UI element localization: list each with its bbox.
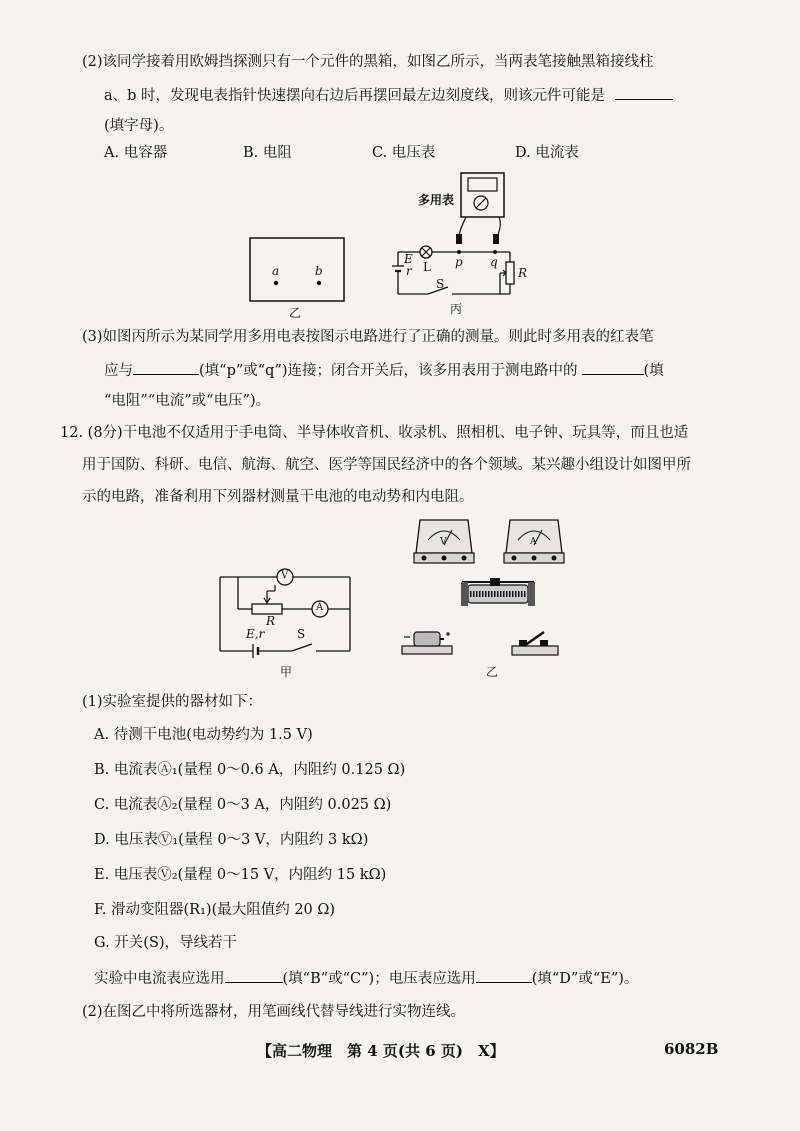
equip-item: G. 开关(S)，导线若干	[94, 935, 238, 951]
battery-device	[402, 632, 452, 654]
equip-item: C. 电流表Ⓐ₂(量程 0～3 A，内阻约 0.025 Ω)	[94, 797, 392, 813]
option-b: B. 电阻	[243, 145, 292, 161]
terminal-b-label: b	[315, 264, 323, 278]
label-S: S	[297, 627, 306, 641]
equip-item: A. 待测干电池(电动势约为 1.5 V)	[94, 727, 313, 743]
answer-blank[interactable]	[225, 967, 283, 983]
footer-code: 6082B	[664, 1040, 719, 1058]
equip-item: B. 电流表Ⓐ₁(量程 0～0.6 A，内阻约 0.125 Ω)	[94, 762, 406, 778]
part2-line2: a、b 时，发现电表指针快速摆向右边后再摆回最左边刻度线，则该元件可能是	[104, 84, 673, 106]
q12-line2: 用于国防、科研、电信、航海、航空、医学等国民经济中的各个领域。某兴趣小组设计如图甲所	[82, 457, 691, 473]
option-c: C. 电压表	[372, 145, 436, 161]
part2-line3: (填字母)。	[104, 118, 174, 134]
voltmeter-symbol: V	[281, 570, 289, 581]
equip-intro: (1)实验室提供的器材如下：	[82, 694, 263, 710]
label-R: R	[518, 266, 528, 280]
figure-yi2-caption: 乙	[486, 665, 499, 679]
q12-line3: 示的电路，准备利用下列器材测量干电池的电动势和内电阻。	[82, 489, 474, 505]
label-Er: E,r	[246, 627, 265, 641]
part3-line3: “电阻”“电流”或“电压”)。	[104, 393, 271, 409]
label-E: E	[404, 252, 413, 266]
equip-item: E. 电压表Ⓥ₂(量程 0～15 V，内阻约 15 kΩ)	[94, 867, 387, 883]
equip-select-line: 实验中电流表应选用 (填“B”或“C”)；电压表应选用 (填“D”或“E”)。	[94, 967, 638, 989]
ammeter-symbol: A	[316, 602, 324, 613]
label-p: p	[455, 255, 463, 269]
rheostat-device	[461, 578, 535, 606]
label-r: r	[406, 264, 412, 278]
part3-line2: 应与 (填“p”或“q”)连接；闭合开关后，该多用表用于测电路中的 (填	[104, 359, 664, 381]
q12-line1: 12. (8分)干电池不仅适用于手电筒、半导体收音机、收录机、照相机、电子钟、玩具等，而且也适	[60, 425, 689, 441]
label-R: R	[266, 614, 276, 628]
label-L: L	[423, 260, 431, 274]
equip-item: F. 滑动变阻器(R₁)(最大阻值约 20 Ω)	[94, 902, 336, 918]
label-q: q	[490, 255, 498, 269]
answer-blank[interactable]	[476, 967, 532, 983]
part2b-text: (2)在图乙中将所选器材，用笔画线代替导线进行实物连线。	[82, 1004, 466, 1020]
figure-bing-caption: 丙	[450, 302, 463, 316]
label-S: S	[436, 277, 445, 291]
device-a-label: A	[530, 537, 537, 547]
multimeter-label: 多用表	[418, 193, 455, 207]
option-d: D. 电流表	[515, 145, 579, 161]
part2-line1: (2)该同学接着用欧姆挡探测只有一个元件的黑箱，如图乙所示，当两表笔接触黑箱接线柱	[82, 54, 654, 70]
part3-line1: (3)如图丙所示为某同学用多用电表按图示电路进行了正确的测量。则此时多用表的红表笔	[82, 329, 654, 345]
equip-item: D. 电压表Ⓥ₁(量程 0～3 V，内阻约 3 kΩ)	[94, 832, 369, 848]
option-a: A. 电容器	[104, 145, 168, 161]
device-v-label: V	[440, 537, 447, 547]
switch-device	[512, 632, 558, 655]
terminal-a-label: a	[272, 264, 280, 278]
footer-page-info: 【高二物理 第 4 页(共 6 页) X】	[257, 1042, 505, 1060]
figure-yi-caption: 乙	[289, 306, 302, 320]
figure-jia-caption: 甲	[280, 665, 293, 679]
